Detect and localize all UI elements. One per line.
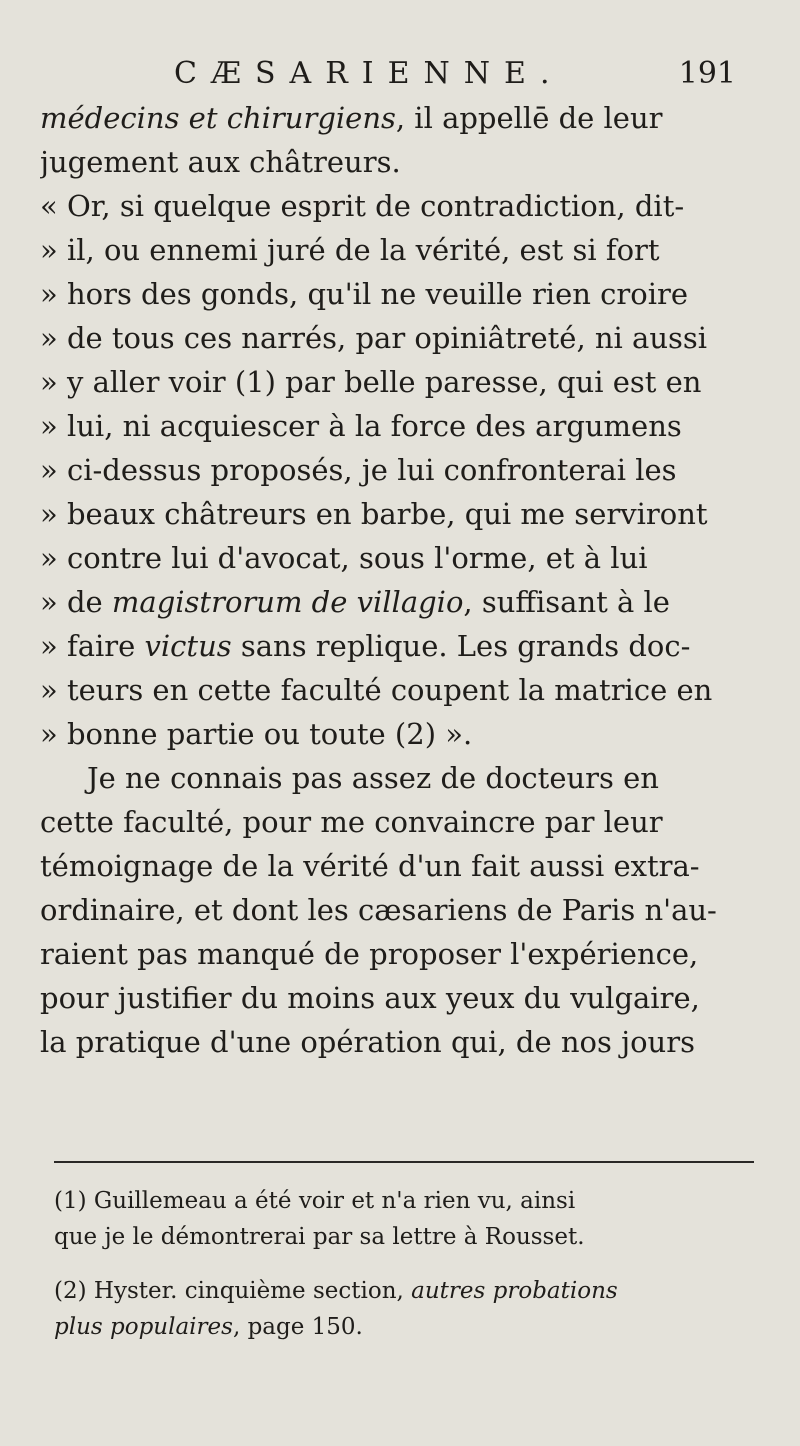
text-line: » il, ou ennemi juré de la vérité, est si fort <box>40 233 660 267</box>
italic-phrase: médecins et chirurgiens <box>40 101 396 135</box>
footnote-divider <box>54 1161 754 1163</box>
text-line: » teurs en cette faculté coupent la matrice en <box>40 673 713 707</box>
text-line: jugement aux châtreurs. <box>40 145 401 179</box>
footnotes <box>54 1183 774 1345</box>
text-line: » de tous ces narrés, par opiniâtreté, ni aussi <box>40 321 708 355</box>
text-line: cette faculté, pour me convaincre par leur <box>40 805 663 839</box>
text-line: » hors des gonds, qu'il ne veuille rien croire <box>40 277 688 311</box>
running-head <box>160 52 760 96</box>
text-line: » lui, ni acquiescer à la force des argumens <box>40 409 682 443</box>
text-line: raient pas manqué de proposer l'expérience, <box>40 937 699 971</box>
footnote-line: que je le démontrerai par sa lettre à Rousset. <box>54 1224 585 1250</box>
footnote-line: (1) Guillemeau a été voir et n'a rien vu, ainsi <box>54 1188 576 1214</box>
text-line: médecins et chirurgiens, il appellē de leur <box>40 101 663 135</box>
italic-phrase: magistrorum de villagio <box>111 585 464 619</box>
text-line: Je ne connais pas assez de docteurs en <box>87 761 659 795</box>
text-line: » ci-dessus proposés, je lui confronterai les <box>40 453 677 487</box>
body-text <box>40 96 765 1064</box>
text-line: » contre lui d'avocat, sous l'orme, et à lui <box>40 541 648 575</box>
text-line: » y aller voir (1) par belle paresse, qui est en <box>40 365 702 399</box>
page-number: 191 <box>678 56 736 91</box>
text-line: » de magistrorum de villagio, suffisant à le <box>40 585 670 619</box>
footnote-line: (2) Hyster. cinquième section, autres probations <box>54 1278 618 1304</box>
italic-phrase: victus <box>144 629 232 663</box>
text-line: » bonne partie ou toute (2) ». <box>40 717 473 751</box>
italic-phrase: plus populaires <box>54 1314 233 1340</box>
text-line: ordinaire, et dont les cæsariens de Paris n'au- <box>40 893 717 927</box>
text-line: la pratique d'une opération qui, de nos jours <box>40 1025 695 1059</box>
text-line: » faire victus sans replique. Les grands doc- <box>40 629 691 663</box>
running-title: CÆSARIENNE. <box>174 56 564 91</box>
italic-phrase: autres probations <box>411 1278 618 1304</box>
text-line: pour justifier du moins aux yeux du vulgaire, <box>40 981 700 1015</box>
text-line: « Or, si quelque esprit de contradiction, dit- <box>40 189 685 223</box>
text-line: » beaux châtreurs en barbe, qui me serviront <box>40 497 708 531</box>
text-line: témoignage de la vérité d'un fait aussi extra- <box>40 849 700 883</box>
footnote-line: plus populaires, page 150. <box>54 1314 363 1340</box>
